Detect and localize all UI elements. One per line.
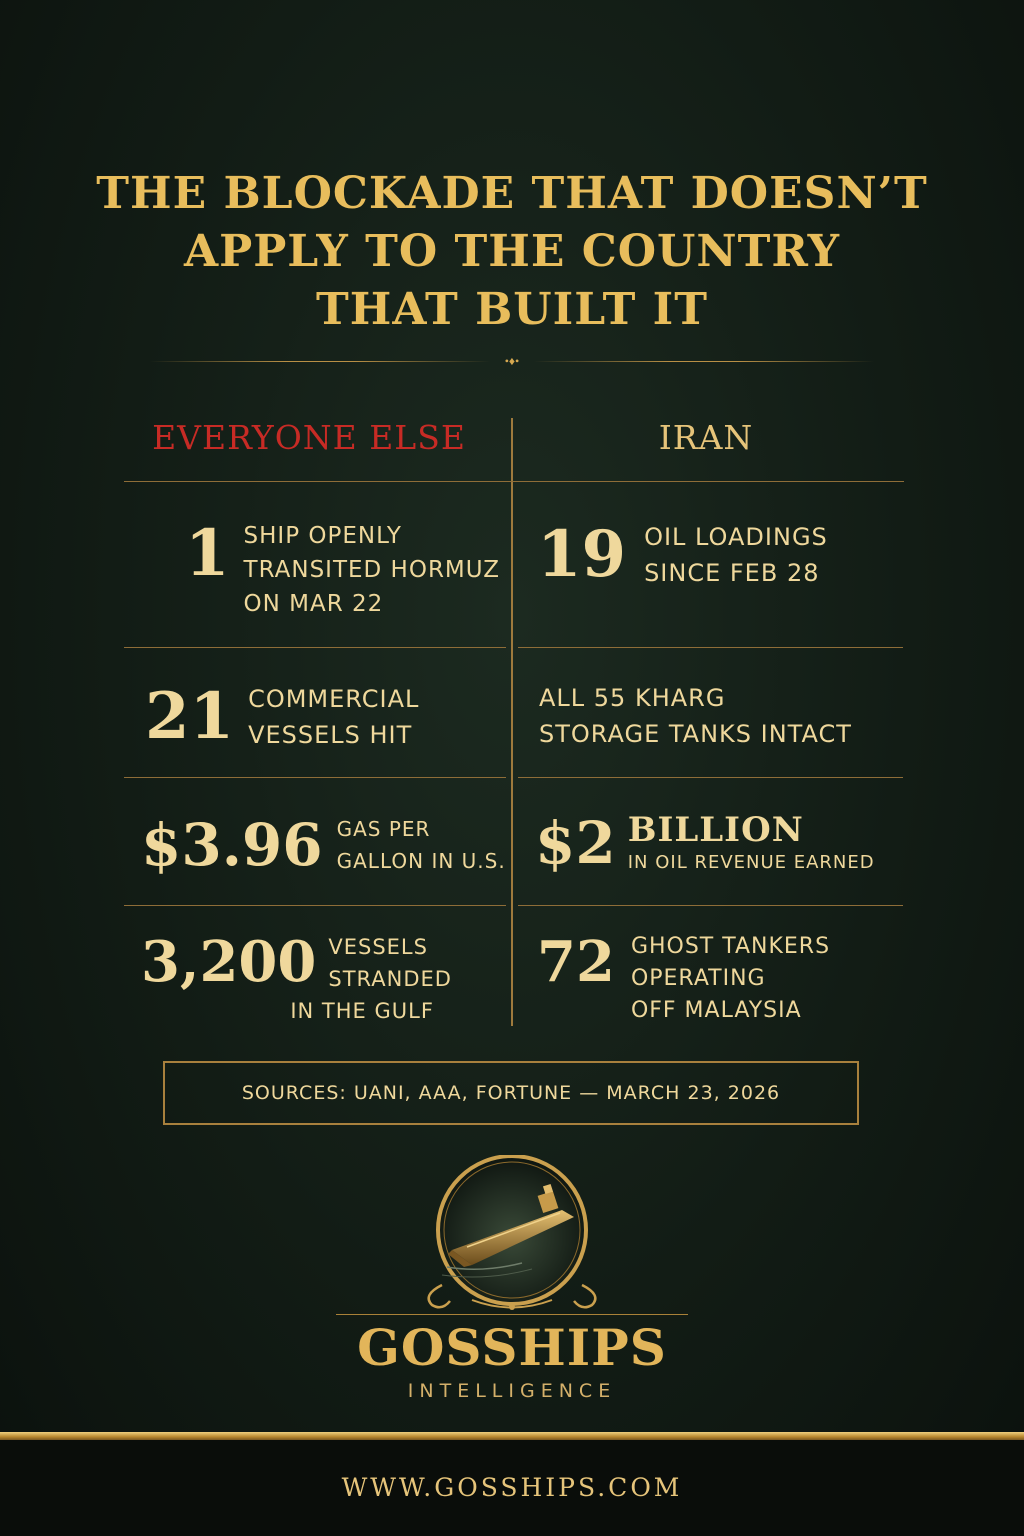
stat-number: 1	[185, 516, 230, 591]
title-line-2: APPLY TO THE COUNTRY	[183, 226, 841, 277]
brand-tagline: INTELLIGENCE	[407, 1380, 617, 1402]
stat-number: $3.96	[141, 811, 323, 879]
stat-label: SINCE FEB 28	[644, 559, 820, 587]
row-rule	[518, 777, 903, 778]
stat-label: IN THE GULF	[290, 999, 434, 1023]
stat-label: ALL 55 KHARG	[539, 684, 726, 712]
sources-text: SOURCES: UANI, AAA, FORTUNE — MARCH 23, 2026	[241, 1082, 781, 1104]
stat-label: BILLION	[627, 810, 804, 850]
stat-label: STRANDED	[328, 967, 452, 991]
tanker-ship-emblem-icon	[412, 1155, 612, 1315]
stat-label: OIL LOADINGS	[644, 523, 828, 551]
stat-left-row-3	[141, 808, 506, 882]
page-title	[0, 165, 1024, 339]
column-divider	[511, 418, 513, 1026]
stat-label: TRANSITED HORMUZ	[243, 557, 500, 583]
stat-right-row-3	[535, 806, 875, 880]
column-heading-everyone-else: EVERYONE ELSE	[152, 418, 466, 457]
stat-label: OPERATING	[630, 966, 766, 991]
stat-number: 19	[537, 517, 627, 592]
stat-number: 72	[537, 929, 615, 995]
column-heading-iran: IRAN	[658, 418, 754, 457]
stat-right-row-1	[537, 518, 828, 592]
stat-label: VESSELS	[328, 935, 428, 959]
stat-left-row-4	[141, 931, 452, 1027]
title-line-1: THE BLOCKADE THAT DOESN’T	[96, 168, 928, 219]
stat-label: STORAGE TANKS INTACT	[539, 720, 852, 748]
stat-number: $2	[535, 809, 616, 877]
stat-label: VESSELS HIT	[248, 721, 413, 749]
stat-label: ON MAR 22	[243, 591, 384, 617]
ornament-icon: •♦•	[504, 354, 520, 368]
stat-label: IN OIL REVENUE EARNED	[627, 852, 875, 873]
title-divider-right	[534, 361, 874, 362]
row-rule	[124, 647, 506, 648]
stat-left-row-1	[185, 516, 500, 621]
stat-right-row-2	[539, 680, 852, 752]
gold-band	[0, 1432, 1024, 1440]
stat-label: OFF MALAYSIA	[630, 998, 802, 1023]
stat-label: GAS PER	[336, 817, 431, 841]
stat-number: 21	[145, 679, 235, 754]
row-rule	[124, 905, 506, 906]
stat-left-row-2	[145, 680, 419, 754]
row-rule	[124, 777, 506, 778]
website-url[interactable]: WWW.GOSSHIPS.COM	[341, 1473, 683, 1502]
brand-rule	[336, 1314, 688, 1315]
title-line-3: THAT BUILT IT	[316, 284, 708, 335]
row-rule	[518, 647, 903, 648]
stat-label: COMMERCIAL	[248, 685, 420, 713]
row-rule	[518, 905, 903, 906]
stat-number: 3,200	[141, 929, 317, 995]
stat-label: GALLON IN U.S.	[336, 849, 506, 873]
title-divider-left	[150, 361, 490, 362]
sources-box	[163, 1061, 859, 1125]
stat-label: SHIP OPENLY	[243, 523, 402, 549]
stat-right-row-4	[537, 931, 830, 1027]
brand-name: GOSSHIPS	[357, 1318, 667, 1377]
header-rule	[124, 481, 904, 482]
stat-label: GHOST TANKERS	[630, 934, 831, 959]
